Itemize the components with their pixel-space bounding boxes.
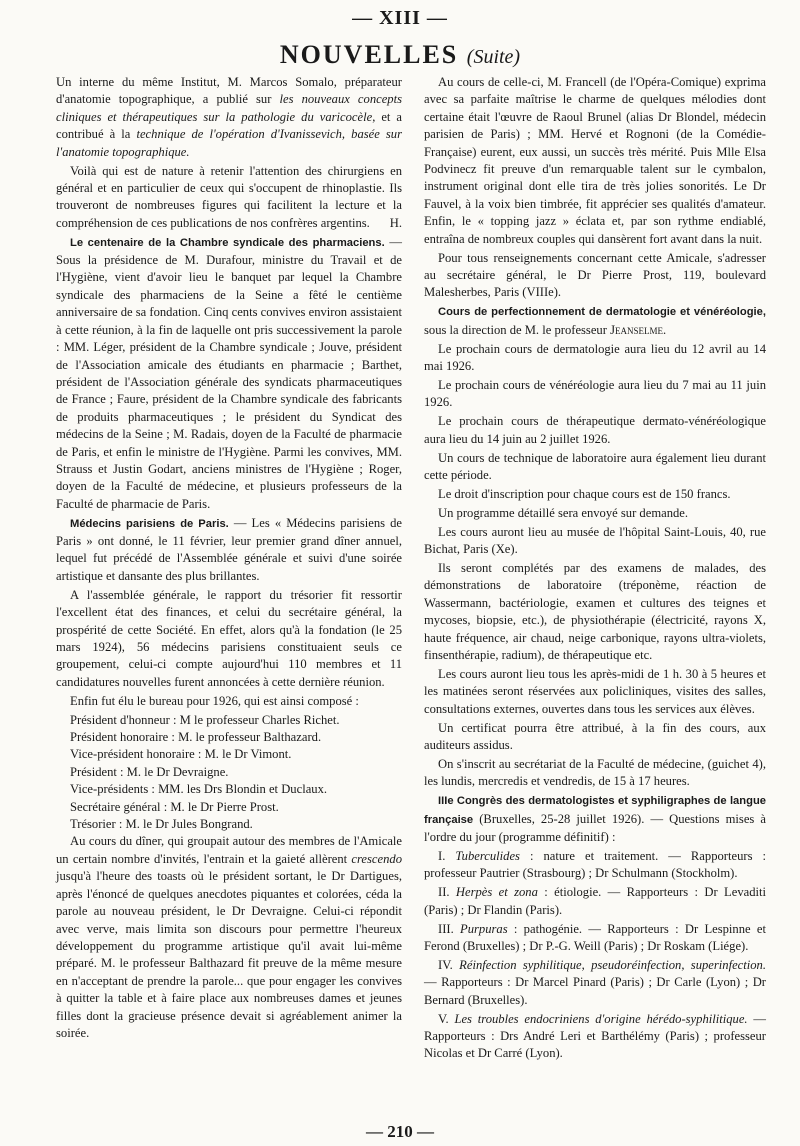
bureau-item: Président honoraire : M. le professeur Balthazard. bbox=[70, 730, 322, 745]
paragraph: Un cours de technique de laboratoire aura également lieu durant cette période. bbox=[424, 450, 766, 482]
title-text: NOUVELLES bbox=[279, 40, 459, 69]
paragraph: Les cours auront lieu tous les après-midi de 1 h. 30 à 5 heures et les matinées seront réservées aux policliniques, visites des salles, consultations externes, ouvertes dans tous les services aux élèves. bbox=[424, 666, 766, 716]
section-heading: IIIe Congrès des dermatologistes et syphiligraphes de langue française bbox=[424, 795, 766, 826]
congress-question: IV. Réinfection syphilitique, pseudoréinfection, superinfection. — Rapporteurs : Dr Marcel Pinard (Paris) ; Dr Carle (Lyon) ; Dr Bernard (Bruxelles). bbox=[424, 957, 766, 1007]
page-title bbox=[0, 40, 800, 70]
congress-question: V. Les troubles endocriniens d'origine hérédo-syphilitique. — Rapporteurs : Drs André Leri et Barthélémy (Paris) ; professeur Nicolas et Dr Carré (Lyon). bbox=[424, 1011, 766, 1061]
paragraph: On s'inscrit au secrétariat de la Faculté de médecine, (guichet 4), les lundis, mercredis et vendredis, de 15 à 17 heures. bbox=[424, 756, 766, 789]
congress-question: III. Purpuras : pathogénie. — Rapporteurs : Dr Lespinne et Ferond (Bruxelles) ; Dr P.-G. Weill (Paris) ; Dr Roskam (Liége). bbox=[424, 921, 766, 953]
bureau-item: Président : M. le Dr Devraigne. bbox=[70, 764, 229, 779]
section-heading: Médecins parisiens de Paris. bbox=[70, 517, 229, 530]
paragraph: Au cours de celle-ci, M. Francell (de l'Opéra-Comique) exprima avec sa parfaite maîtrise le charme de quelques mélodies dont certaine était l'œuvre de Raoul Brunel (alias Dr Blondel, médecin parisien de Paris) ; MM. Hervé et Rognoni (de la Comédie-Française) eurent, eux aussi, un succès très mérité. Puis Mlle Elsa Podvinecz fit preuve d'un remarquable talent sur le cymbalon, instrument original dont elle tira de très jolies sonorités. Le Dr Fauvel, à la voix bien timbrée, fit apprécier ses qualités d'amateur. Enfin, le « topping jazz » éclata et, par son rythme endiablé, entraîna de nombreux couples qui dansèrent fort avant dans la nuit. bbox=[424, 75, 766, 246]
bureau-item: Vice-présidents : MM. les Drs Blondin et Duclaux. bbox=[70, 782, 328, 797]
paragraph: Le prochain cours de dermatologie aura lieu du 12 avril au 14 mai 1926. bbox=[424, 341, 766, 373]
title-suffix: (Suite) bbox=[466, 46, 521, 68]
paragraph: Un interne du même Institut, M. Marcos Somalo, préparateur d'anatomie topographique, a publié sur les nouveaux concepts cliniques et thérapeutiques sur la pathologie du varicocèle, et a contribué à la technique de l'opération d'Ivanissevich, basée sur l'anatomie topographique. bbox=[56, 75, 403, 159]
section-congres: IIIe Congrès des dermatologistes et syphiligraphes de langue française (Bruxelles, 25-28 juillet 1926). — Questions mises à l'ordre du jour (programme définitif) : bbox=[424, 795, 766, 845]
bureau-item: Secrétaire général : M. le Dr Pierre Prost. bbox=[70, 799, 279, 814]
section-cours-dermatologie: Cours de perfectionnement de dermatologie et vénéréologie, sous la direction de M. le professeur Jeanselme. bbox=[424, 306, 766, 337]
bureau-item: Président d'honneur : M le professeur Charles Richet. bbox=[70, 712, 340, 727]
congress-question: I. Tuberculides : nature et traitement. — Rapporteurs : professeur Pautrier (Strasbourg) ; Dr Schulmann (Stockholm). bbox=[424, 848, 766, 881]
paragraph: Les cours auront lieu au musée de l'hôpital Saint-Louis, 40, rue Bichat, Paris (Xe). bbox=[424, 524, 766, 557]
author-initial: H. bbox=[389, 215, 402, 230]
section-chambre-syndicale: Le centenaire de la Chambre syndicale des pharmaciens. — Sous la présidence de M. Durafour, ministre du Travail et de l'Hygiène, vient d'avoir lieu le banquet par lequel la Chambre syndicale des pharmaciens de la Seine a fêté le centième anniversaire de sa fondation. Cinq cents convives environ assistaient à cette réunion, à la fin de laquelle ont pris successivement la parole : MM. Léger, président de la Chambre syndicale ; Jouve, président de l'Association amicale des étudiants en pharmacie ; Barthet, président de l'Association générale des syndicats pharmaceutiques de France ; Faure, président de la Chambre syndicale des fabricants de produits pharmaceutiques ; le président du Syndicat des médecins de la Seine ; M. Radais, doyen de la Faculté de pharmacie de Paris, et enfin le ministre de l'Hygiène. Parmi les convives, MM. Strauss et Justin Godart, anciens ministres de l'Hygiène ; Roger, doyen de la Faculté de médecine, et plusieurs professeurs de la Faculté de pharmacie de Paris. bbox=[56, 234, 402, 511]
congress-question: II. Herpès et zona : étiologie. — Rapporteurs : Dr Levaditi (Paris) ; Dr Flandin (Paris). bbox=[424, 885, 767, 917]
paragraph: Pour tous renseignements concernant cette Amicale, s'adresser au secrétaire général, le Dr Pierre Prost, 119, boulevard Malesherbes, Paris (VIIIe). bbox=[424, 250, 766, 300]
paragraph: Le prochain cours de vénéréologie aura lieu du 7 mai au 11 juin 1926. bbox=[424, 377, 766, 410]
paragraph: Voilà qui est de nature à retenir l'attention des chirurgiens en général et en particulier de ceux qui s'occupent de rhinoplastie. Ils trouveront de nombreuses figures qui facilitent la lecture et la compréhension de ces publications de nos confrères argentins. H. bbox=[56, 163, 402, 233]
section-heading: Le centenaire de la Chambre syndicale des pharmaciens. bbox=[70, 236, 385, 249]
paragraph: Un programme détaillé sera envoyé sur demande. bbox=[438, 505, 689, 520]
bureau-item: Trésorier : M. le Dr Jules Bongrand. bbox=[70, 817, 253, 832]
paragraph: Le prochain cours de thérapeutique dermato-vénéréologique aura lieu du 14 juin au 2 juillet 1926. bbox=[424, 414, 766, 446]
right-column bbox=[424, 74, 766, 1064]
section-medecins-parisiens: Médecins parisiens de Paris. — Les « Médecins parisiens de Paris » ont donné, le 11 février, leur premier grand dîner annuel, lequel fut précédé de l'Assemblée générale et suivi d'une soirée artistique et dansante des plus brillantes. bbox=[56, 515, 402, 583]
paragraph: Le droit d'inscription pour chaque cours est de 150 francs. bbox=[438, 486, 731, 501]
page-roman-number: — XIII — bbox=[352, 7, 448, 29]
paragraph: Au cours du dîner, qui groupait autour des membres de l'Amicale un certain nombre d'invités, l'entrain et la gaieté allèrent crescendo jusqu'à l'heure des toasts où le président sortant, le Dr Dartigues, après l'énoncé de quelques anecdotes piquantes et colorées, céda la parole au nouveau président, le Dr Devraigne. Celui-ci répondit avec verve, mais limita son discours pour permettre l'heureux développement du programme artistique qu'il avait lui-même préparé. M. le professeur Balthazard fit preuve de la même mesure en n'acceptant de prendre la parole... que pour engager les convives à quitter la table et à faire place aux nombreuses dames et jeunes filles dont la gracieuse présence devait si agréablement animer la soirée. bbox=[56, 834, 402, 1040]
paragraph: Enfin fut élu le bureau pour 1926, qui est ainsi composé : bbox=[70, 693, 359, 708]
paragraph: A l'assemblée générale, le rapport du trésorier fit ressortir l'excellent état des finances, et celui du secrétaire général, la prospérité de cette Société. En effet, alors qu'à la fondation (le 25 mars 1924), 56 médecins parisiens constituaient seuls ce groupement, celui-ci compte aujourd'hui 110 membres et 11 candidatures nouvelles furent annoncées à cette dernière réunion. bbox=[56, 587, 402, 689]
section-heading: Cours de perfectionnement de dermatologie et vénéréologie, bbox=[438, 306, 766, 319]
page-number: — 210 — bbox=[366, 1122, 434, 1141]
paragraph: Ils seront complétés par des examens de malades, des démonstrations de laboratoire (tréponème, réaction de Wassermann, bactériologie, examen et cultures des teignes et mycoses, biopsie, etc.), de physiothérapie (électricité, rayons X, haute fréquence, air chaud, neige carbonique, rayons ultra-violets, finsenthérapie, radium), de thérapeutique etc. bbox=[424, 560, 766, 662]
paragraph: Un certificat pourra être attribué, à la fin des cours, aux auditeurs assidus. bbox=[424, 720, 766, 753]
left-column bbox=[56, 74, 402, 1044]
bureau-item: Vice-président honoraire : M. le Dr Vimont. bbox=[70, 747, 292, 762]
